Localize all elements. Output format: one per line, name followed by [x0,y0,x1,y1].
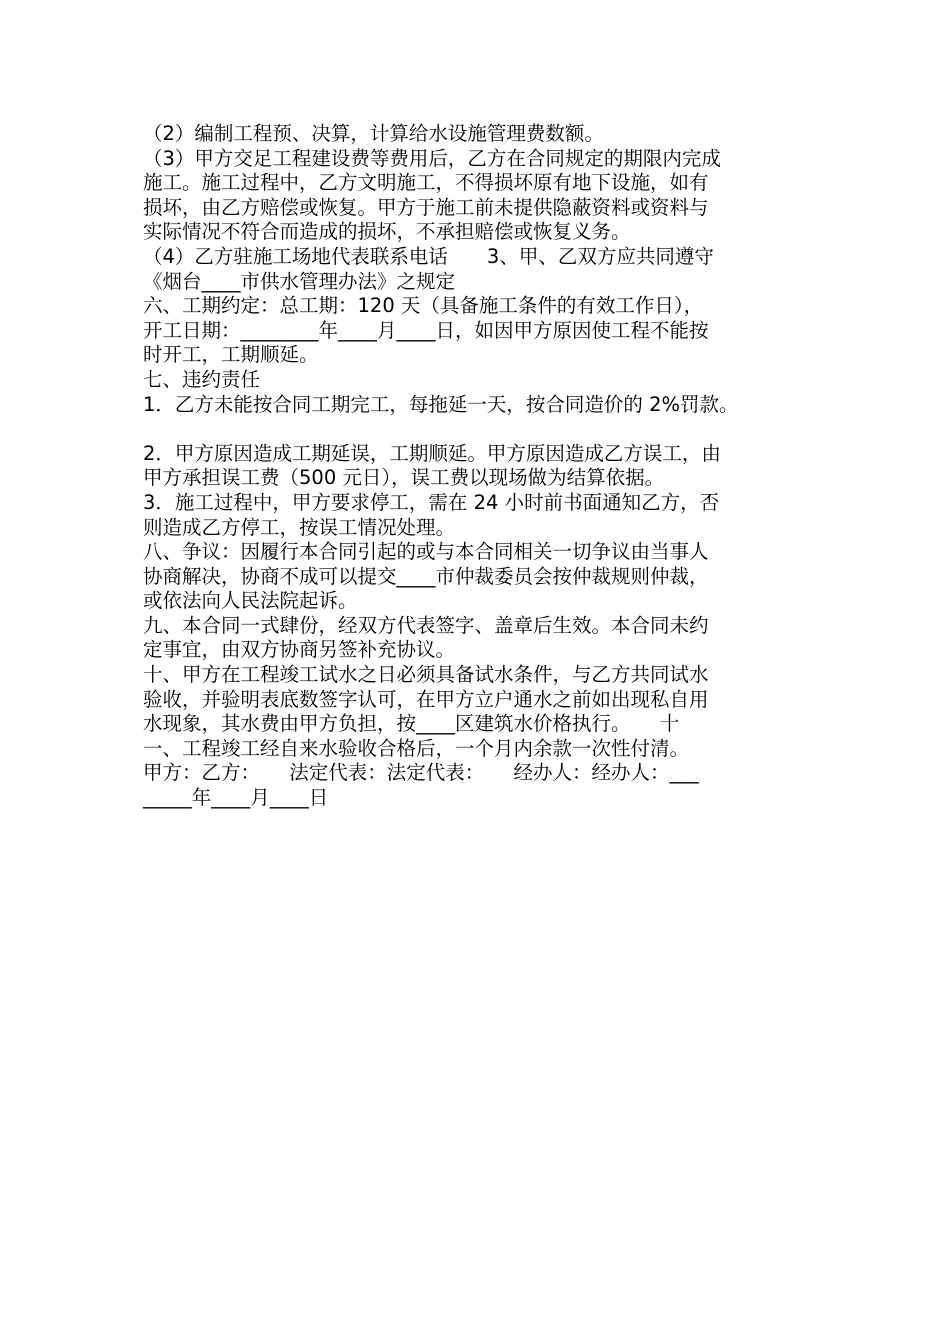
contract-body [143,122,823,811]
section-9-line-2: 定事宜，由双方协商另签补充协议。 [143,638,456,662]
clause-3-line-1: （3）甲方交足工程建设费等费用后，乙方在合同规定的期限内完成 [143,146,721,170]
section-7-item-2-line-2: 甲方承担误工费（500 元日），误工费以现场做为结算依据。 [143,466,665,490]
date-line: _____年____月____日 [143,786,329,810]
section-6-line-2: 开工日期：________年____月____日，如因甲方原因使工程不能按 [143,318,709,342]
section-9-line-1: 九、本合同一式肆份，经双方代表签字、盖章后生效。本合同未约 [143,613,709,637]
section-10-line-3: 水现象，其水费由甲方负担，按____区建筑水价格执行。 十 [143,712,680,736]
section-8-line-2: 协商解决，协商不成可以提交____市仲裁委员会按仲裁规则仲裁， [143,564,709,588]
blank-line [143,417,823,442]
clause-3-line-4: 实际情况不符合而造成的损坏，不承担赔偿或恢复义务。 [143,220,631,244]
section-6-line-3: 时开工，工期顺延。 [143,343,319,367]
section-7-heading: 七、违约责任 [143,367,261,391]
section-10-line-1: 十、甲方在工程竣工试水之日必须具备试水条件，与乙方共同试水 [143,663,709,687]
section-10-line-2: 验收，并验明表底数签字认可，在甲方立户通水之前如出现私自用 [143,687,709,711]
section-7-item-1: 1．乙方未能按合同工期完工，每拖延一天，按合同造价的 2%罚款。 [143,392,739,416]
clause-2-line: （2）编制工程预、决算，计算给水设施管理费数额。 [143,122,604,145]
clause-3-line-3: 损坏，由乙方赔偿或恢复。甲方于施工前未提供隐蔽资料或资料与 [143,195,709,219]
section-8-line-3: 或依法向人民法院起诉。 [143,589,358,613]
section-7-item-2-line-1: 2．甲方原因造成工期延误，工期顺延。甲方原因造成乙方误工，由 [143,441,721,465]
section-7-item-3-line-1: 3．施工过程中，甲方要求停工，需在 24 小时前书面通知乙方，否 [143,490,720,514]
clause-4-line-2: 《烟台____市供水管理办法》之规定 [143,269,456,293]
clause-4-line-1: （4）乙方驻施工场地代表联系电话 3、甲、乙双方应共同遵守 [143,244,714,268]
clause-3-line-2: 施工。施工过程中，乙方文明施工，不得损坏原有地下设施，如有 [143,171,709,195]
section-6-line-1: 六、工期约定：总工期：120 天（具备施工条件的有效工作日）， [143,294,704,318]
signature-line: 甲方：乙方： 法定代表：法定代表： 经办人：经办人：___ [143,761,699,785]
section-8-line-1: 八、争议：因履行本合同引起的或与本合同相关一切争议由当事人 [143,540,709,564]
section-7-item-3-line-2: 则造成乙方停工，按误工情况处理。 [143,515,456,539]
section-11-line: 一、工程竣工经自来水验收合格后，一个月内余款一次性付清。 [143,736,690,760]
